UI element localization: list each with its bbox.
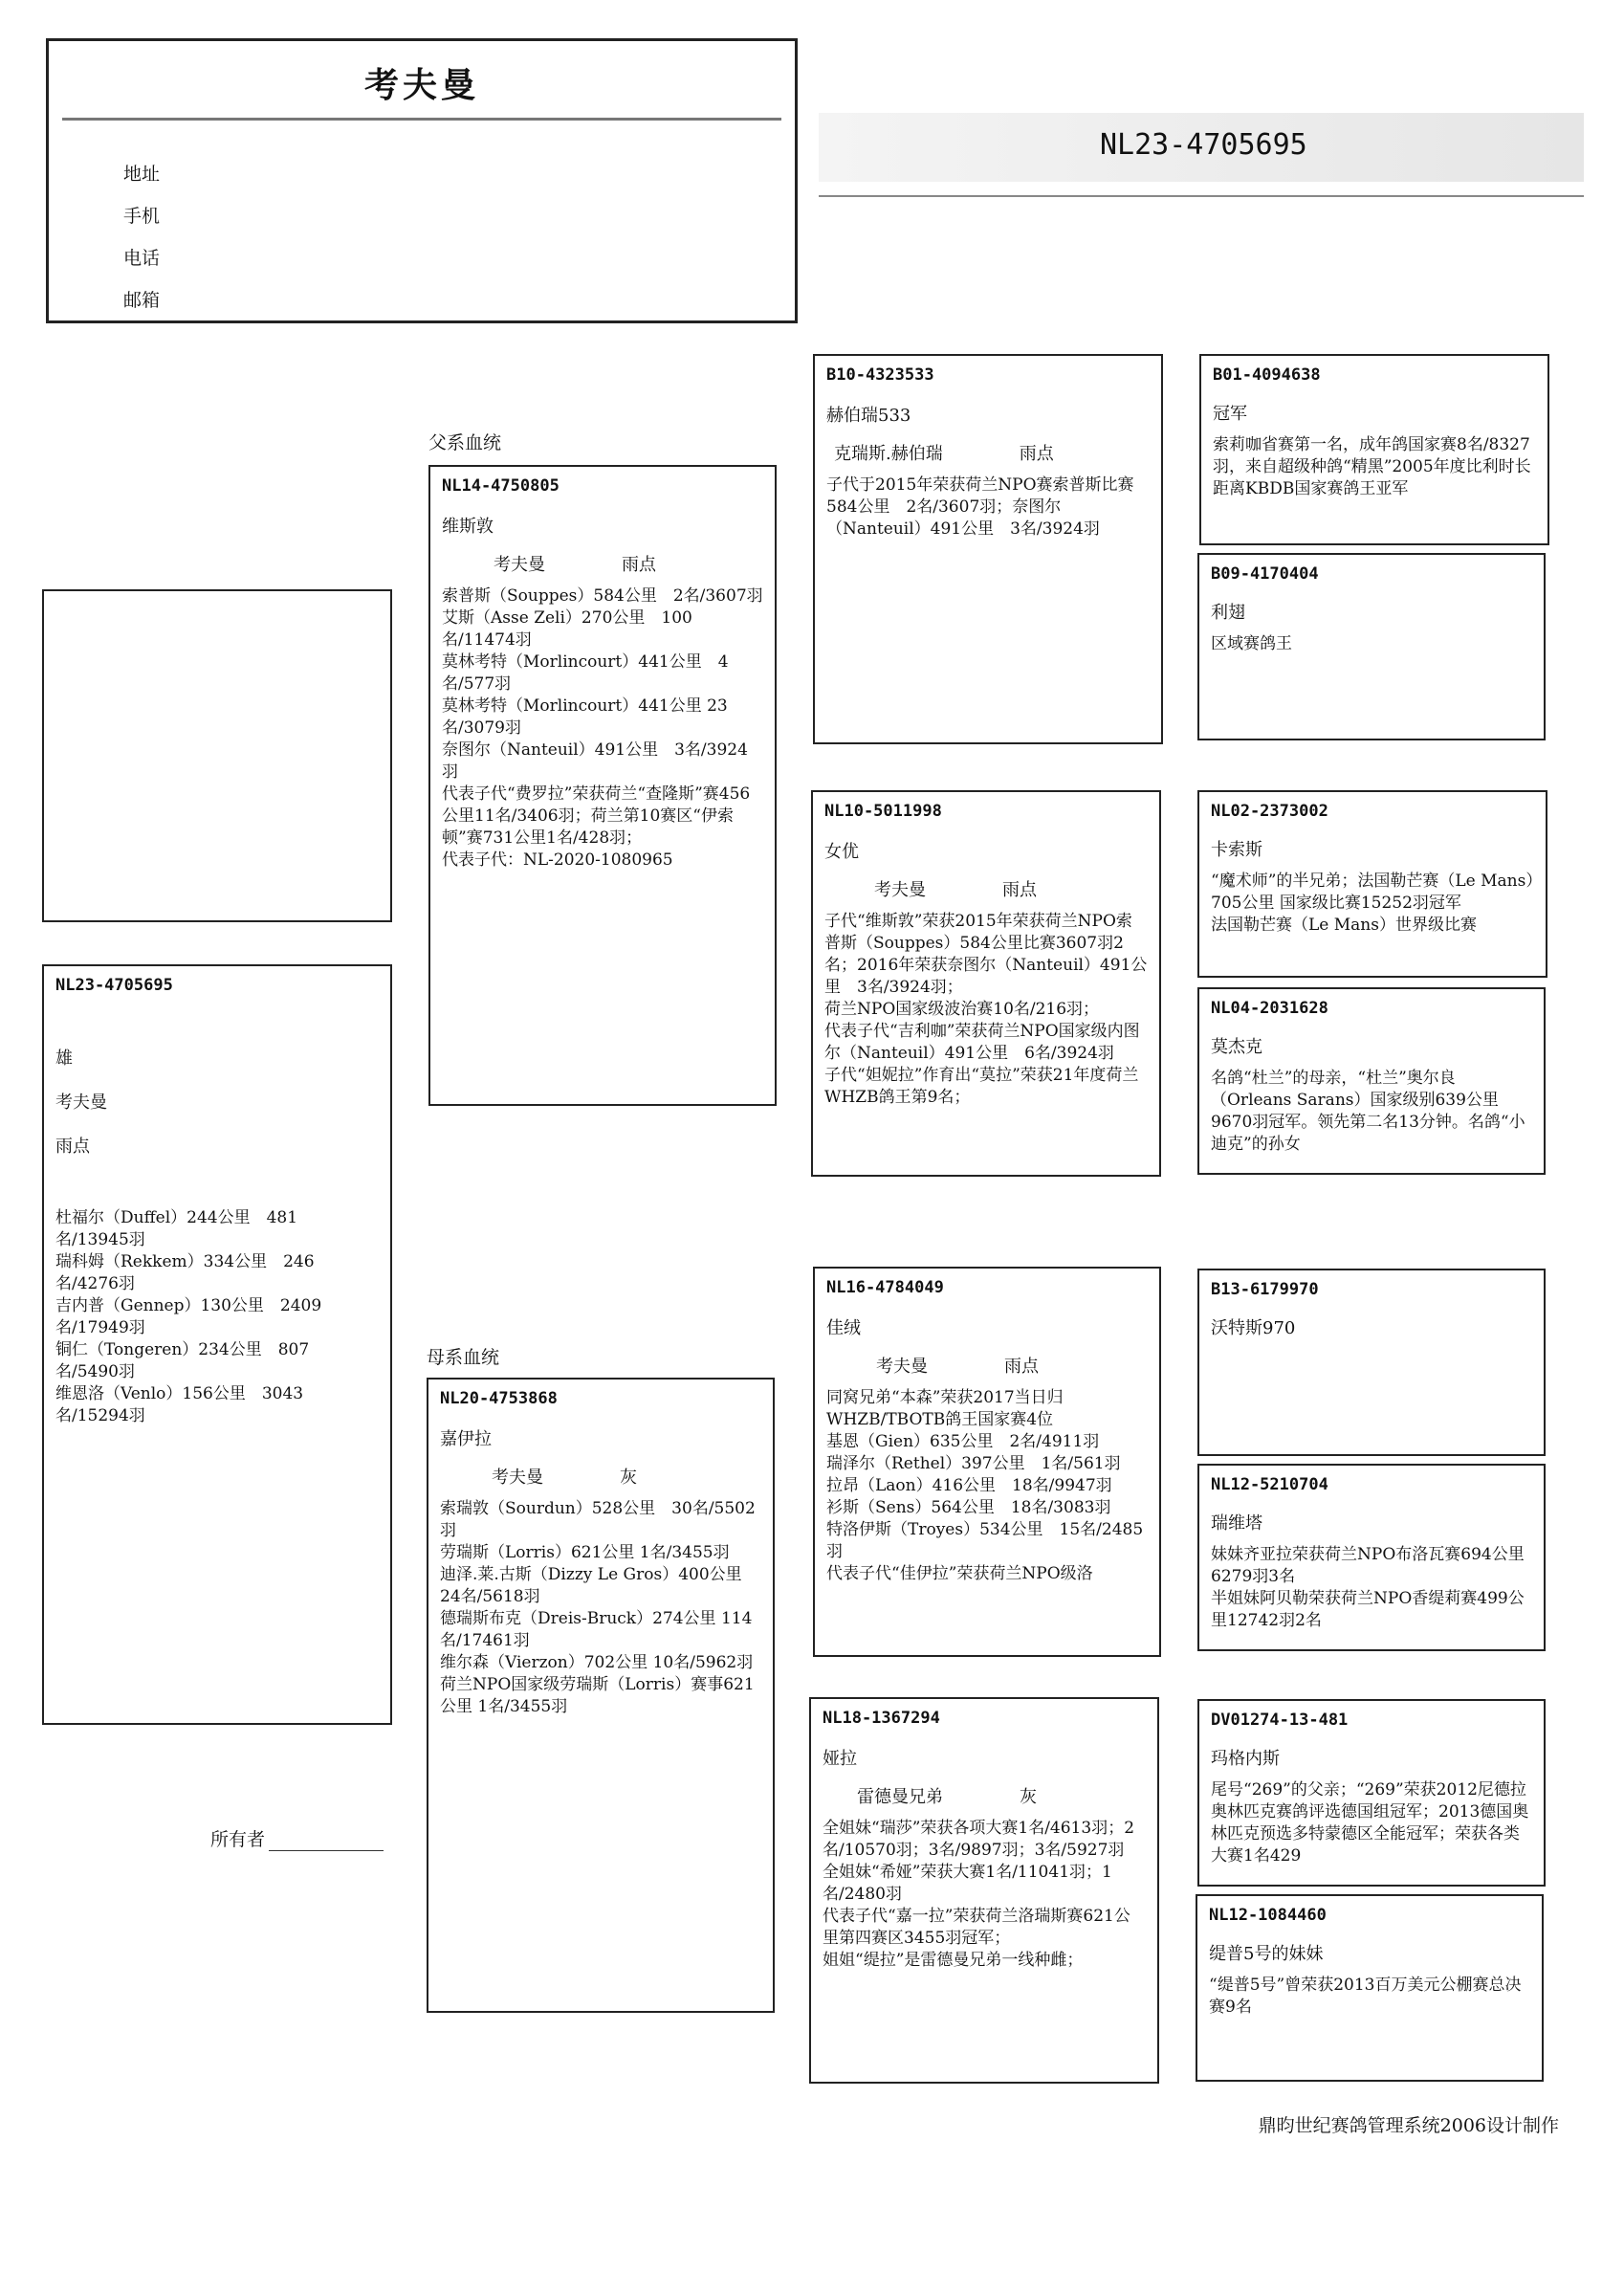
note-line: 基恩（Gien）635公里 2名/4911羽 — [826, 1432, 1100, 1451]
ss-color: 雨点 — [1019, 444, 1054, 464]
dam-notes — [440, 1498, 761, 1718]
result-line: 吉内普（Gennep）130公里 2409名/17949羽 — [55, 1296, 322, 1337]
sss-box — [1199, 354, 1549, 545]
sd-name: 女优 — [824, 842, 859, 862]
note-line: “缇普5号”曾荣获2013百万美元公棚赛总决赛9名 — [1209, 1976, 1522, 2017]
note-line: 全姐妹“希娅”荣获大赛1名/11041羽；1名/2480羽 — [823, 1863, 1112, 1904]
ddd-name: 缇普5号的妹妹 — [1209, 1944, 1324, 1964]
note-line: 劳瑞斯（Lorris）621公里 1名/3455羽 — [440, 1543, 730, 1562]
dam-sire-box — [813, 1267, 1161, 1657]
dss-ring: B13-6179970 — [1211, 1280, 1319, 1299]
note-line: 奈图尔（Nanteuil）491公里 3名/3924羽 — [442, 740, 748, 782]
note-line: 莫林考特（Morlincourt）441公里 4名/577羽 — [442, 652, 729, 694]
sd-notes — [824, 911, 1148, 1109]
note-line: 代表子代“嘉一拉”荣获荷兰洛瑞斯赛621公里第四赛区3455羽冠军； — [823, 1907, 1130, 1948]
owner-field-mobile: 手机 — [123, 206, 161, 227]
photo-frame — [42, 589, 392, 922]
dds-ring: DV01274-13-481 — [1211, 1711, 1349, 1730]
note-line: 代表子代“费罗拉”荣获荷兰“查隆斯”赛456公里11名/3406羽；荷兰第10赛区“伊索顿”赛731公里1名/428羽； — [442, 784, 751, 848]
owner-field-email: 邮箱 — [123, 290, 161, 311]
dss-box — [1197, 1269, 1546, 1456]
ds-color: 雨点 — [1004, 1357, 1039, 1377]
ssd-notes — [1211, 633, 1532, 655]
result-line: 瑞科姆（Rekkem）334公里 246名/4276羽 — [55, 1252, 315, 1293]
note-line: 索瑞敦（Sourdun）528公里 30名/5502羽 — [440, 1499, 756, 1540]
sds-name: 卡索斯 — [1211, 840, 1262, 860]
ds-ring: NL16-4784049 — [826, 1278, 944, 1297]
sds-ring: NL02-2373002 — [1211, 802, 1328, 821]
ss-ring: B10-4323533 — [826, 365, 934, 385]
dam-breeder: 考夫曼 — [492, 1468, 543, 1488]
dsd-notes — [1211, 1544, 1532, 1632]
note-line: 代表子代“吉利咖”荣获荷兰NPO国家级内图尔（Nanteuil）491公里 6名/3924羽 — [824, 1022, 1140, 1063]
subject-results — [55, 1207, 342, 1427]
ss-name: 赫伯瑞533 — [826, 406, 911, 426]
dds-box — [1197, 1699, 1546, 1887]
sdd-ring: NL04-2031628 — [1211, 999, 1328, 1018]
note-line: 瑞泽尔（Rethel）397公里 1名/561羽 — [826, 1454, 1121, 1473]
sire-ring: NL14-4750805 — [442, 476, 560, 496]
note-line: 特洛伊斯（Troyes）534公里 15名/2485羽 — [826, 1520, 1144, 1561]
note-line: 代表子代“佳伊拉”荣获荷兰NPO级洛 — [826, 1564, 1093, 1583]
note-line: 名鸽“杜兰”的母亲，“杜兰”奥尔良（Orleans Sarans）国家级别639公里9670羽冠军。领先第二名13分钟。名鸽“小迪克”的孙女 — [1211, 1069, 1525, 1154]
owner-title: 考夫曼 — [363, 65, 479, 105]
owner-signature — [210, 1825, 384, 1851]
note-line: 同窝兄弟“本森”荣获2017当日归WHZB/TBOTB鸽王国家赛4位 — [826, 1388, 1064, 1429]
sire-breeder: 考夫曼 — [494, 555, 545, 575]
dd-breeder: 雷德曼兄弟 — [857, 1787, 943, 1807]
sss-name: 冠军 — [1213, 404, 1247, 424]
note-line: 半姐妹阿贝勒荣获荷兰NPO香缇莉赛499公里12742羽2名 — [1211, 1589, 1525, 1630]
dss-name: 沃特斯970 — [1211, 1318, 1296, 1338]
ssd-ring: B09-4170404 — [1211, 564, 1319, 584]
sdd-name: 莫杰克 — [1211, 1037, 1262, 1057]
header-rule — [819, 195, 1584, 197]
dd-ring: NL18-1367294 — [823, 1709, 940, 1728]
result-line: 铜仁（Tongeren）234公里 807名/5490羽 — [55, 1340, 310, 1381]
sd-ring: NL10-5011998 — [824, 802, 942, 821]
result-line: 杜福尔（Duffel）244公里 481名/13945羽 — [55, 1208, 298, 1249]
owner-field-address: 地址 — [123, 164, 161, 185]
result-line: 维恩洛（Venlo）156公里 3043名/15294羽 — [55, 1384, 304, 1425]
owner-sign-label: 所有者 — [210, 1829, 266, 1850]
signature-line — [269, 1835, 384, 1851]
ddd-ring: NL12-1084460 — [1209, 1906, 1327, 1925]
dam-ring: NL20-4753868 — [440, 1389, 558, 1408]
sdd-box — [1197, 987, 1546, 1175]
note-line: 荷兰NPO国家级波治赛10名/216羽； — [824, 1000, 1100, 1019]
sds-box — [1197, 790, 1547, 978]
note-line: 拉昂（Laon）416公里 18名/9947羽 — [826, 1476, 1112, 1495]
note-line: 子代“维斯敦”荣获2015年荣获荷兰NPO索普斯（Souppes）584公里比赛3607羽2名；2016年荣获奈图尔（Nanteuil）491公里 3名/3924羽； — [824, 912, 1148, 997]
dam-line-label: 母系血统 — [427, 1347, 500, 1368]
subject-sex: 雄 — [55, 1049, 73, 1069]
dsd-name: 瑞维塔 — [1211, 1513, 1262, 1534]
note-line: 维尔森（Vierzon）702公里 10名/5962羽 — [440, 1653, 754, 1672]
note-line: 子代于2015年荣获荷兰NPO赛索普斯比赛584公里 2名/3607羽；奈图尔（Nanteuil）491公里 3名/3924羽 — [826, 475, 1134, 539]
dds-name: 玛格内斯 — [1211, 1749, 1280, 1769]
sire-notes — [442, 585, 763, 872]
footer-credit: 鼎昀世纪赛鸽管理系统2006设计制作 — [1258, 2115, 1559, 2136]
note-line: 德瑞斯布克（Dreis-Bruck）274公里 114名/17461羽 — [440, 1609, 753, 1650]
ss-notes — [826, 475, 1150, 541]
sire-name: 维斯敦 — [442, 517, 494, 537]
note-line: “魔术师”的半兄弟；法国勒芒赛（Le Mans）705公里 国家级比赛15252羽冠军 — [1211, 872, 1534, 913]
note-line: 区域赛鸽王 — [1211, 634, 1292, 653]
subject-box — [42, 964, 392, 1725]
ssd-box — [1197, 553, 1546, 740]
sd-breeder: 考夫曼 — [874, 880, 926, 900]
note-line: 艾斯（Asse Zeli）270公里 100名/11474羽 — [442, 608, 692, 650]
dds-notes — [1211, 1779, 1532, 1867]
note-line: 索普斯（Souppes）584公里 2名/3607羽 — [442, 586, 763, 606]
sire-line-label: 父系血统 — [428, 432, 502, 453]
dam-dam-box — [809, 1697, 1159, 2084]
ds-breeder: 考夫曼 — [876, 1357, 928, 1377]
note-line: 子代“妲妮拉”作育出“莫拉”荣获21年度荷兰WHZB鸽王第9名； — [824, 1066, 1139, 1107]
ssd-name: 利翅 — [1211, 603, 1245, 623]
ds-name: 佳绒 — [826, 1318, 861, 1338]
subject-color: 雨点 — [55, 1137, 90, 1157]
note-line: 全姐妹“瑞莎”荣获各项大赛1名/4613羽；2名/10570羽；3名/9897羽；3名/5927羽 — [823, 1819, 1135, 1860]
sss-notes — [1213, 434, 1536, 500]
note-line: 尾号“269”的父亲；“269”荣获2012尼德拉奥林匹克赛鸽评选德国组冠军；2013德国奥林匹克预选多特蒙德区全能冠军；荣获各类大赛1名429 — [1211, 1780, 1529, 1866]
subject-breeder: 考夫曼 — [55, 1093, 107, 1113]
sds-notes — [1211, 871, 1534, 937]
note-line: 荷兰NPO国家级劳瑞斯（Lorris）赛事621公里 1名/3455羽 — [440, 1675, 755, 1716]
sdd-notes — [1211, 1068, 1532, 1156]
dd-name: 娅拉 — [823, 1749, 857, 1769]
note-line: 姐姐“缇拉”是雷德曼兄弟一线种雌； — [823, 1951, 1084, 1970]
header-ring-number: NL23-4705695 — [1100, 128, 1307, 162]
dd-notes — [823, 1818, 1146, 1972]
ss-breeder: 克瑞斯.赫伯瑞 — [834, 444, 943, 464]
dd-color: 灰 — [1020, 1787, 1037, 1807]
note-line: 衫斯（Sens）564公里 18名/3083羽 — [826, 1498, 1111, 1517]
note-line: 莫林考特（Morlincourt）441公里 23名/3079羽 — [442, 696, 728, 738]
subject-ring: NL23-4705695 — [55, 976, 173, 995]
note-line: 迪泽.莱.古斯（Dizzy Le Gros）400公里 24名/5618羽 — [440, 1565, 742, 1606]
owner-box — [46, 38, 798, 323]
ddd-notes — [1209, 1975, 1530, 2019]
ds-notes — [826, 1387, 1148, 1585]
note-line: 索莉咖省赛第一名，成年鸽国家赛8名/8327羽，来自超级种鸽“精黑”2005年度比利时长距离KBDB国家赛鸽王亚军 — [1213, 435, 1531, 498]
dam-color: 灰 — [620, 1468, 637, 1488]
sire-dam-box — [811, 790, 1161, 1177]
dam-box — [427, 1378, 775, 2013]
ddd-box — [1196, 1894, 1544, 2082]
sire-color: 雨点 — [622, 555, 656, 575]
sire-sire-box — [813, 354, 1163, 744]
note-line: 代表子代：NL-2020-1080965 — [442, 850, 673, 870]
dam-name: 嘉伊拉 — [440, 1429, 492, 1449]
sss-ring: B01-4094638 — [1213, 365, 1321, 385]
owner-divider — [62, 118, 781, 121]
sd-color: 雨点 — [1002, 880, 1037, 900]
sire-box — [428, 465, 777, 1106]
owner-field-phone: 电话 — [123, 248, 161, 269]
note-line: 妹妹齐亚拉荣获荷兰NPO布洛瓦赛694公里6279羽3名 — [1211, 1545, 1525, 1586]
dsd-box — [1197, 1464, 1546, 1651]
note-line: 法国勒芒赛（Le Mans）世界级比赛 — [1211, 916, 1477, 935]
dsd-ring: NL12-5210704 — [1211, 1475, 1328, 1494]
